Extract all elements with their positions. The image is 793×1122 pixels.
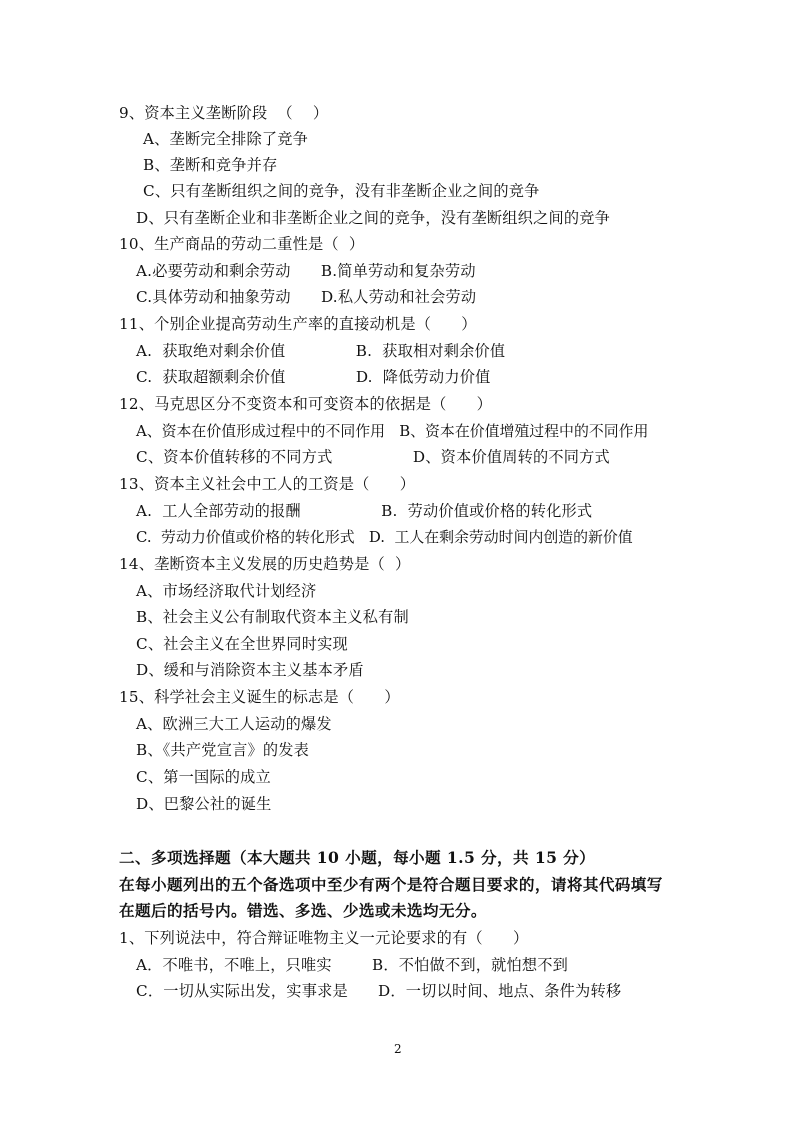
question-13-options-ab: A. 工人全部劳动的报酬 B. 劳动价值或价格的转化形式 [136, 502, 593, 520]
question-14-option-c: C、社会主义在全世界同时实现 [136, 635, 348, 653]
multi-question-1: 1、下列说法中，符合辩证唯物主义一元论要求的有（ ） [119, 929, 529, 947]
question-10-options-cd: C.具体劳动和抽象劳动 D.私人劳动和社会劳动 [136, 288, 477, 306]
question-11: 11、个别企业提高劳动生产率的直接动机是（ ） [119, 315, 477, 333]
question-15: 15、科学社会主义诞生的标志是（ ） [119, 688, 400, 706]
question-9: 9、资本主义垄断阶段 （ ） [119, 104, 329, 122]
question-12-options-ab: A、资本在价值形成过程中的不同作用 B、资本在价值增殖过程中的不同作用 [136, 422, 649, 440]
question-11-options-cd: C. 获取超额剩余价值 D. 降低劳动力价值 [136, 368, 491, 386]
question-14-option-d: D、缓和与消除资本主义基本矛盾 [136, 661, 364, 679]
question-9-option-b: B、垄断和竞争并存 [143, 156, 278, 174]
multi-question-1-options-cd: C．一切从实际出发，实事求是 D．一切以时间、地点、条件为转移 [136, 982, 622, 1000]
question-9-option-c: C、只有垄断组织之间的竞争，没有非垄断企业之间的竞争 [143, 182, 540, 200]
question-10-options-ab: A.必要劳动和剩余劳动 B.简单劳动和复杂劳动 [136, 262, 476, 280]
question-10: 10、生产商品的劳动二重性是（ ） [119, 235, 365, 253]
question-9-option-a: A、垄断完全排除了竞争 [143, 130, 309, 148]
question-15-option-c: C、第一国际的成立 [136, 768, 271, 786]
question-14-option-a: A、市场经济取代计划经济 [136, 582, 317, 600]
question-14: 14、垄断资本主义发展的历史趋势是（ ） [119, 555, 411, 573]
section-2-heading: 二、多项选择题（本大题共 10 小题，每小题 1.5 分，共 15 分） [119, 848, 596, 867]
question-11-options-ab: A. 获取绝对剩余价值 B. 获取相对剩余价值 [136, 342, 506, 360]
question-13-options-cd: C. 劳动力价值或价格的转化形式 D. 工人在剩余劳动时间内创造的新价值 [136, 528, 633, 546]
question-15-option-b: B、《共产党宣言》的发表 [136, 741, 310, 759]
page-number: 2 [394, 1042, 402, 1056]
question-15-option-d: D、巴黎公社的诞生 [136, 795, 272, 813]
section-2-instruction-line-1: 在每小题列出的五个备选项中至少有两个是符合题目要求的，请将其代码填写 [119, 875, 663, 894]
question-13: 13、资本主义社会中工人的工资是（ ） [119, 475, 416, 493]
section-2-instruction-line-2: 在题后的括号内。错选、多选、少选或未选均无分。 [119, 901, 487, 920]
question-12: 12、马克思区分不变资本和可变资本的依据是（ ） [119, 395, 493, 413]
question-9-option-d: D、只有垄断企业和非垄断企业之间的竞争，没有垄断组织之间的竞争 [136, 209, 611, 227]
question-12-options-cd: C、资本价值转移的不同方式 D、资本价值周转的不同方式 [136, 448, 610, 466]
multi-question-1-options-ab: A．不唯书，不唯上，只唯实 B．不怕做不到，就怕想不到 [136, 956, 569, 974]
question-15-option-a: A、欧洲三大工人运动的爆发 [136, 715, 332, 733]
question-14-option-b: B、社会主义公有制取代资本主义私有制 [136, 608, 409, 626]
